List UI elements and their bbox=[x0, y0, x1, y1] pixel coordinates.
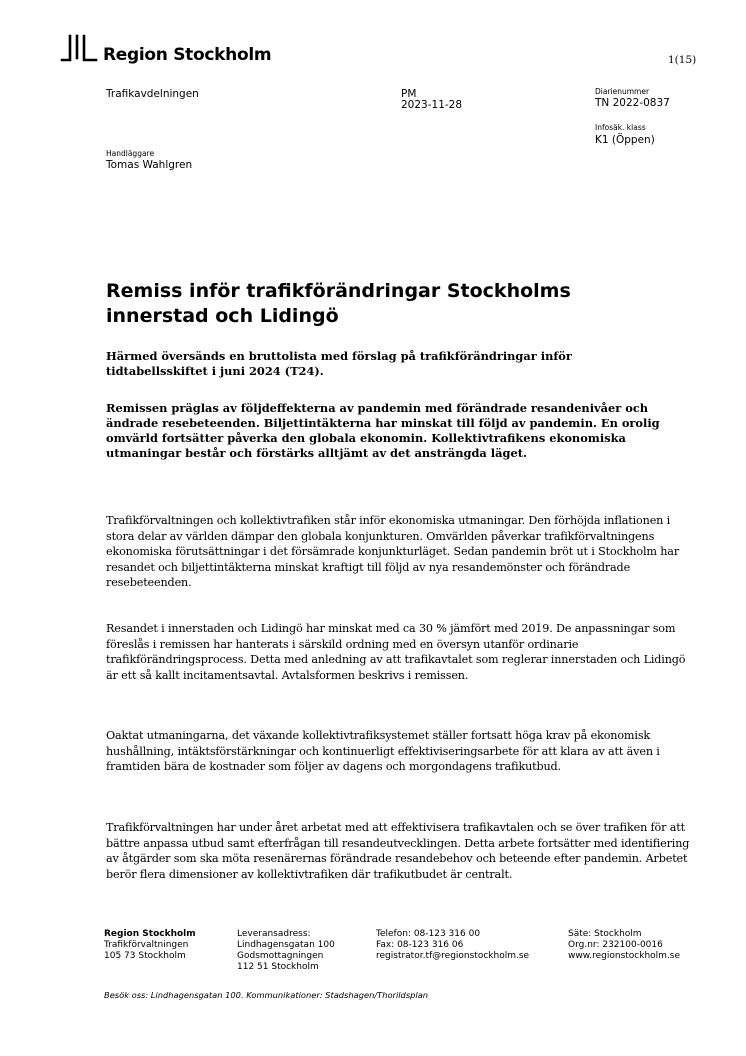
doc-type: PM bbox=[401, 88, 417, 100]
footer-col-3 bbox=[376, 929, 529, 962]
department: Trafikavdelningen bbox=[106, 88, 199, 100]
footer-org-postal: 105 73 Stockholm bbox=[104, 951, 186, 961]
footer-website[interactable]: www.regionstockholm.se bbox=[568, 951, 681, 961]
footer-seat: Säte: Stockholm bbox=[568, 929, 642, 939]
footer-col-2 bbox=[237, 929, 335, 973]
footer-orgnr: Org.nr: 232100-0016 bbox=[568, 940, 663, 950]
infosak-value: K1 (Öppen) bbox=[595, 134, 655, 146]
lead-paragraph-1: Härmed översänds en bruttolista med förslag på trafikförändringar inför tidtabellsskiftet i juni 2024 (T24). bbox=[106, 349, 572, 378]
document-title: Remiss inför trafikförändringar Stockholms innerstad och Lidingö bbox=[106, 280, 571, 327]
footer-delivery-goods: Godsmottagningen bbox=[237, 951, 324, 961]
footer-org-dept: Trafikförvaltningen bbox=[104, 940, 189, 950]
footer-delivery-street: Lindhagensgatan 100 bbox=[237, 940, 335, 950]
diarie-label: Diarienummer bbox=[595, 87, 650, 96]
region-stockholm-logo-icon bbox=[60, 34, 98, 64]
body-paragraph-2: Resandet i innerstaden och Lidingö har minskat med ca 30 % jämfört med 2019. De anpassningar som föreslås i remissen har hanterats i särskild ordning med en översyn utanför ordinarie trafikförändringsprocess. Detta med anledning av att trafikavtalet som reglerar innerstaden och Lidingö är ett så kallt incitamentsavtal. Avtalsformen beskrivs i remissen. bbox=[106, 622, 686, 682]
doc-date: 2023-11-28 bbox=[401, 99, 463, 111]
diarie-value: TN 2022-0837 bbox=[595, 97, 670, 109]
footer-phone: Telefon: 08-123 316 00 bbox=[376, 929, 481, 939]
body-paragraph-1: Trafikförvaltningen och kollektivtrafiken står inför ekonomiska utmaningar. Den förhöjda inflationen i stora delar av världen dämpar den globala konjunkturen. Omvärlden påverkar trafikförvaltningens ekonomiska förutsättningar i det försämrade konjunkturläget. Sedan pandemin bröt ut i Stockholm har resandet och biljettintäkterna minskat kraftigt till följd av nya resandemönster och förändrade resebeteenden. bbox=[106, 514, 680, 590]
body-paragraph-4: Trafikförvaltningen har under året arbetat med att effektivisera trafikavtalen och se över trafiken för att bättre anpassa utbud samt efterfrågan till resandeutvecklingen. Detta arbete fortsätter med identifiering av åtgärder som ska möta resenärernas förändrade resandebehov och beteende efter pandemin. Arbetet berör flera dimensioner av kollektivtrafiken där trafikutbudet är centralt. bbox=[106, 821, 690, 881]
footer-delivery-label: Leveransadress: bbox=[237, 929, 311, 939]
logo-text: Region Stockholm bbox=[103, 45, 272, 65]
footer-fax: Fax: 08-123 316 06 bbox=[376, 940, 464, 950]
footer-col-4 bbox=[568, 929, 680, 962]
footer-email[interactable]: registrator.tf@regionstockholm.se bbox=[376, 951, 530, 961]
body-paragraph-3: Oaktat utmaningarna, det växande kollektivtrafiksystemet ställer fortsatt höga krav på ekonomisk hushållning, intäktsförstärkningar och kontinuerligt effektiviseringsarbete för att klara av att även i framtiden bära de kostnader som följer av dagens och morgondagens trafikutbud. bbox=[106, 729, 660, 774]
region-logo bbox=[60, 34, 271, 64]
handler-label: Handläggare bbox=[106, 149, 155, 158]
footer-delivery-postal: 112 51 Stockholm bbox=[237, 962, 319, 972]
infosak-label: Infosäk. klass bbox=[595, 123, 646, 132]
page-number: 1(15) bbox=[668, 54, 697, 66]
handler-value: Tomas Wahlgren bbox=[106, 159, 193, 171]
lead-paragraph-2: Remissen präglas av följdeffekterna av pandemin med förändrade resandenivåer och ändrade resebeteenden. Biljettintäkterna har minskat till följd av pandemin. En orolig omvärld fortsätter påverka den globala ekonomin. Kollektivtrafikens ekonomiska utmaningar består och förstärks alltjämt av det ansträngda läget. bbox=[106, 401, 660, 460]
footer-col-1 bbox=[104, 929, 196, 962]
footer-org-name: Region Stockholm bbox=[104, 929, 196, 939]
footer-visit-info: Besök oss: Lindhagensgatan 100. Kommunikationer: Stadshagen/Thorildsplan bbox=[104, 990, 429, 1000]
